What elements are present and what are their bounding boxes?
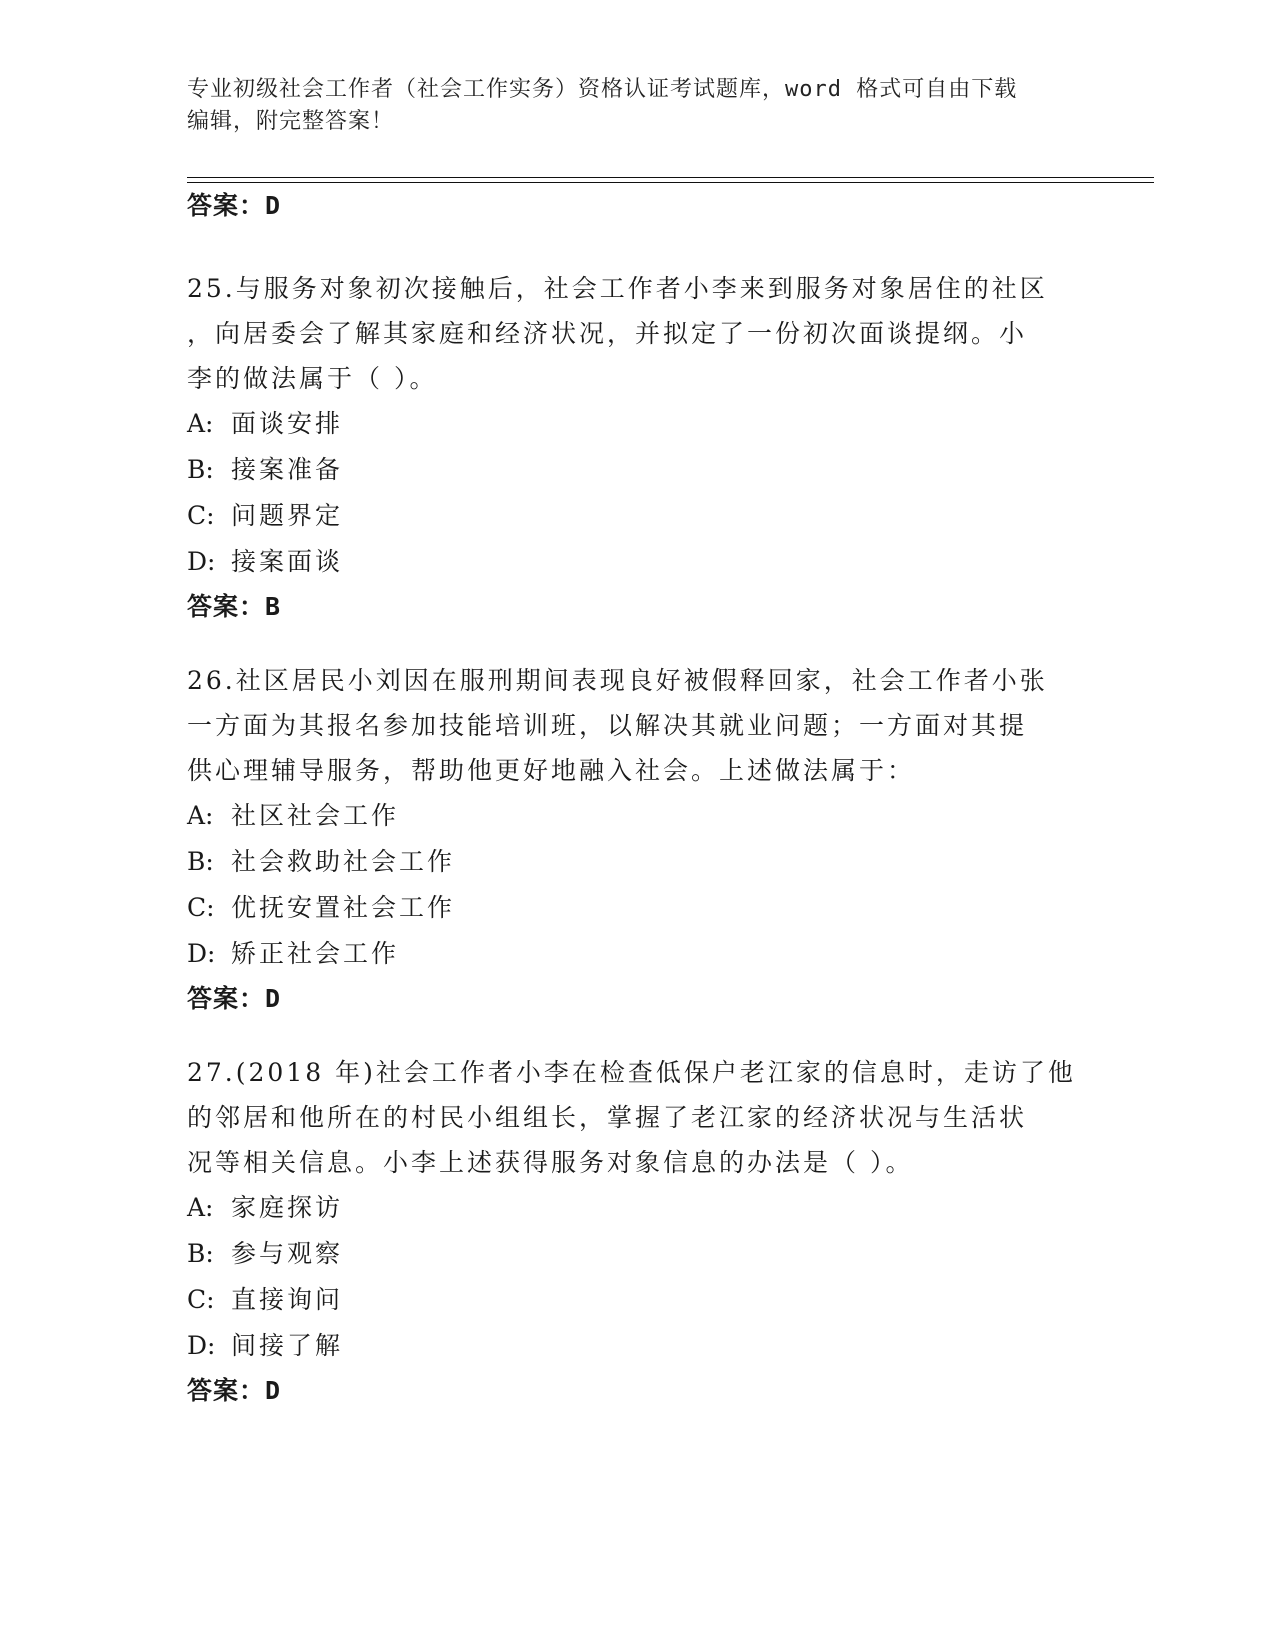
stem-line: 的邻居和他所在的村民小组组长，掌握了老江家的经济状况与生活状 [187,1103,1028,1132]
option-a [187,793,1087,839]
option-text: 社区社会工作 [231,801,400,830]
option-letter: B: [187,1239,214,1268]
previous-answer: 答案：D [187,191,282,220]
option-c [187,1277,1087,1323]
question-25 [187,266,1087,629]
header-rule-top [187,177,1154,178]
option-text: 参与观察 [231,1239,344,1268]
option-b [187,1231,1087,1277]
header-line-2: 编辑，附完整答案！ [187,109,395,134]
option-a [187,1185,1087,1231]
answer: 答案：B [187,592,282,621]
header-line-1: 专业初级社会工作者（社会工作实务）资格认证考试题库，word 格式可自由下载 [187,77,1018,102]
option-text: 接案准备 [231,455,344,484]
page-header [187,74,1087,138]
option-letter: B: [187,455,214,484]
option-letter: B: [187,847,214,876]
stem-line: 26.社区居民小刘因在服刑期间表现良好被假释回家，社会工作者小张 [187,666,1048,695]
option-text: 直接询问 [231,1285,344,1314]
option-c [187,885,1087,931]
question-stem [187,1050,1087,1185]
stem-line: 李的做法属于（ ）。 [187,364,438,393]
option-a [187,401,1087,447]
option-letter: C: [187,1285,215,1314]
stem-line: 27.(2018 年)社会工作者小李在检查低保户老江家的信息时，走访了他 [187,1058,1076,1087]
question-stem [187,658,1087,793]
option-letter: A: [187,1193,214,1222]
option-letter: C: [187,893,215,922]
option-letter: D: [187,1331,216,1360]
option-letter: D: [187,547,216,576]
option-text: 间接了解 [231,1331,344,1360]
answer: 答案：D [187,1376,282,1405]
question-27 [187,1050,1087,1413]
option-letter: A: [187,801,214,830]
option-text: 面谈安排 [231,409,344,438]
option-d [187,539,1087,585]
answer: 答案：D [187,984,282,1013]
stem-line: 供心理辅导服务，帮助他更好地融入社会。上述做法属于： [187,756,916,785]
question-26 [187,658,1087,1021]
header-rule-bottom [187,182,1154,183]
option-letter: A: [187,409,214,438]
option-d [187,1323,1087,1369]
option-text: 优抚安置社会工作 [231,893,456,922]
stem-line: ，向居委会了解其家庭和经济状况，并拟定了一份初次面谈提纲。小 [187,319,1028,348]
option-d [187,931,1087,977]
option-text: 矫正社会工作 [231,939,400,968]
question-stem [187,266,1087,401]
stem-line: 一方面为其报名参加技能培训班，以解决其就业问题；一方面对其提 [187,711,1028,740]
option-text: 接案面谈 [231,547,344,576]
option-c [187,493,1087,539]
option-b [187,839,1087,885]
stem-line: 25.与服务对象初次接触后，社会工作者小李来到服务对象居住的社区 [187,274,1048,303]
stem-line: 况等相关信息。小李上述获得服务对象信息的办法是（ ）。 [187,1148,914,1177]
option-letter: D: [187,939,216,968]
option-text: 问题界定 [231,501,344,530]
option-text: 家庭探访 [231,1193,344,1222]
option-letter: C: [187,501,215,530]
option-b [187,447,1087,493]
option-text: 社会救助社会工作 [231,847,456,876]
